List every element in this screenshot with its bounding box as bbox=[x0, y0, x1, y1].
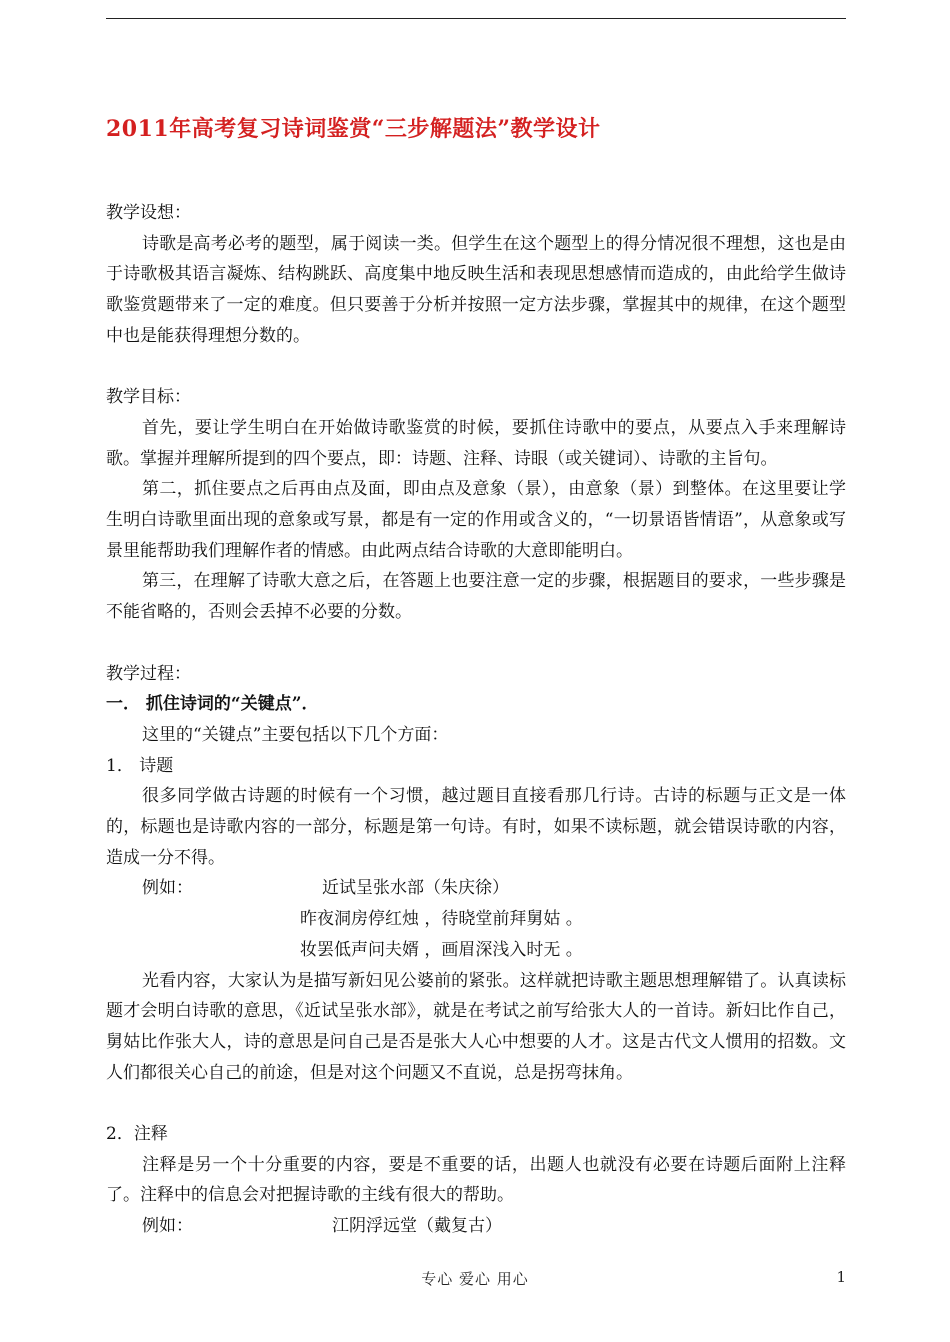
page-number: 1 bbox=[836, 1268, 846, 1286]
example-analysis-paragraph: 光看内容，大家认为是描写新妇见公婆前的紧张。这样就把诗歌主题思想理解错了。认真读标题才会明白诗歌的意思，《近试呈张水部》，就是在考试之前写给张大人的一首诗。新妇比作自己，舅姑比作张大人，诗的意思是问自己是否是张大人心中想要的人才。这是古代文人惯用的招数。文人们都很关心自己的前途，但是对这个问题又不直说，总是拐弯抹角。 bbox=[106, 970, 846, 1083]
idea-paragraph: 诗歌是高考必考的题型，属于阅读一类。但学生在这个题型上的得分情况很不理想，这也是由于诗歌极其语言凝炼、结构跳跃、高度集中地反映生活和表现思想感情而造成的，由此给学生做诗歌鉴赏题带来了一定的难度。但只要善于分析并按照一定方法步骤，掌握其中的规律，在这个题型中也是能获得理想分数的。 bbox=[106, 233, 846, 346]
section-heading-goals: 教学目标： bbox=[106, 387, 191, 408]
key-points-intro: 这里的“关键点”主要包括以下几个方面： bbox=[142, 724, 449, 745]
poem-line: 妆罢低声问夫婿 ，画眉深浅入时无 。 bbox=[300, 939, 583, 960]
section-heading-process: 教学过程： bbox=[106, 663, 191, 684]
page-footer: 专心 爱心 用心 bbox=[421, 1270, 529, 1288]
document-title: 2011年高考复习诗词鉴赏“三步解题法”教学设计 bbox=[106, 116, 601, 142]
example-line-2 bbox=[106, 1211, 846, 1242]
goals-paragraph-2: 第二，抓住要点之后再由点及面，即由点及意象（景），由意象（景）到整体。在这里要让学生明白诗歌里面出现的意象或写景，都是有一定的作用或含义的，“一切景语皆情语”，从意象或写景里能帮助我们理解作者的情感。由此两点结合诗歌的大意即能明白。 bbox=[106, 479, 846, 561]
header-rule bbox=[106, 18, 846, 19]
goals-paragraph-3: 第三，在理解了诗歌大意之后，在答题上也要注意一定的步骤，根据题目的要求，一些步骤是不能省略的，否则会丢掉不必要的分数。 bbox=[106, 571, 846, 623]
example-poem-title: 近试呈张水部（朱庆徐） bbox=[322, 878, 509, 899]
item-notes-paragraph: 注释是另一个十分重要的内容，要是不重要的话，出题人也就没有必要在诗题后面附上注释了。注释中的信息会对把握诗歌的主线有很大的帮助。 bbox=[106, 1154, 846, 1206]
example-line-1 bbox=[106, 873, 846, 904]
item-heading-title: 1． 诗题 bbox=[106, 755, 174, 776]
example-label: 例如： bbox=[142, 1216, 193, 1237]
document-body bbox=[106, 198, 846, 1242]
item-heading-notes: 2．注释 bbox=[106, 1124, 168, 1145]
example-label: 例如： bbox=[142, 878, 193, 899]
example-poem-title: 江阴浮远堂（戴复古） bbox=[332, 1216, 502, 1237]
item-title-paragraph: 很多同学做古诗题的时候有一个习惯，越过题目直接看那几行诗。古诗的标题与正文是一体的，标题也是诗歌内容的一部分，标题是第一句诗。有时，如果不读标题，就会错误诗歌的内容，造成一分不得。 bbox=[106, 786, 846, 868]
goals-paragraph-1: 首先，要让学生明白在开始做诗歌鉴赏的时候，要抓住诗歌中的要点，从要点入手来理解诗歌。掌握并理解所提到的四个要点，即：诗题、注释、诗眼（或关键词）、诗歌的主旨句。 bbox=[106, 417, 846, 469]
poem-line: 昨夜洞房停红烛 ，待晓堂前拜舅姑 。 bbox=[300, 909, 583, 930]
section-heading-idea: 教学设想： bbox=[106, 203, 191, 223]
subheading-key-points: 一． 抓住诗词的“关键点”． bbox=[106, 694, 319, 715]
